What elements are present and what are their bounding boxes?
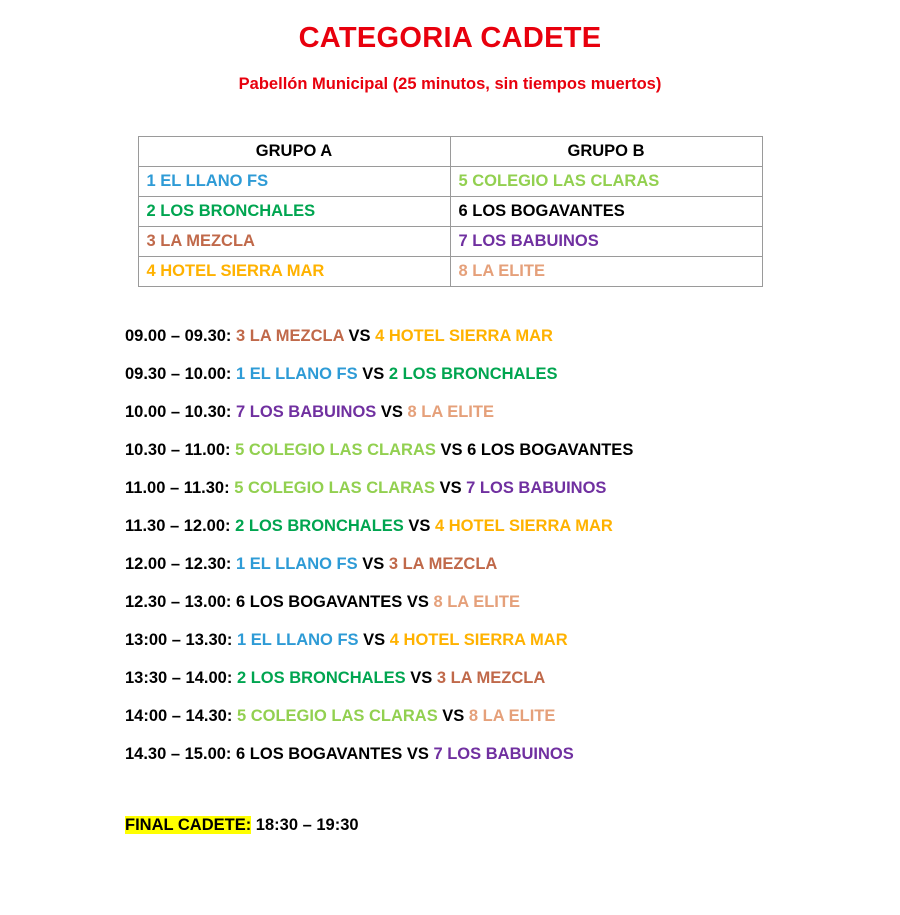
match-away-team: 8 LA ELITE bbox=[407, 403, 494, 421]
groups-table-head bbox=[138, 137, 762, 167]
match-home-team: 1 EL LLANO FS bbox=[236, 631, 359, 649]
final-match-row bbox=[125, 816, 900, 835]
match-vs-label: VS bbox=[406, 593, 429, 611]
match-row bbox=[125, 555, 900, 574]
group-a-team: 2 LOS BRONCHALES bbox=[138, 197, 450, 227]
match-time: 13:30 – 14.00: bbox=[125, 669, 233, 687]
match-row bbox=[125, 441, 900, 460]
match-away-team: 3 LA MEZCLA bbox=[388, 555, 498, 573]
match-home-team: 1 EL LLANO FS bbox=[236, 365, 358, 383]
table-row bbox=[138, 167, 762, 197]
match-row bbox=[125, 365, 900, 384]
match-time: 10.00 – 10.30: bbox=[125, 403, 232, 421]
match-row bbox=[125, 327, 900, 346]
match-home-team: 5 COLEGIO LAS CLARAS bbox=[234, 479, 435, 497]
group-b-team: 6 LOS BOGAVANTES bbox=[450, 197, 762, 227]
match-home-team: 2 LOS BRONCHALES bbox=[236, 669, 406, 687]
match-time: 10.30 – 11.00: bbox=[125, 441, 231, 459]
match-away-team: 3 LA MEZCLA bbox=[436, 669, 546, 687]
match-row bbox=[125, 669, 900, 688]
match-vs-label: VS bbox=[363, 631, 386, 649]
match-home-team: 5 COLEGIO LAS CLARAS bbox=[236, 707, 438, 725]
groups-table-body bbox=[138, 167, 762, 287]
match-time: 09.30 – 10.00: bbox=[125, 365, 232, 383]
match-row bbox=[125, 593, 900, 612]
match-time: 14:00 – 14.30: bbox=[125, 707, 233, 725]
match-home-team: 7 LOS BABUINOS bbox=[236, 403, 377, 421]
group-b-team: 5 COLEGIO LAS CLARAS bbox=[450, 167, 762, 197]
table-row bbox=[138, 227, 762, 257]
match-vs-label: VS bbox=[362, 365, 385, 383]
match-away-team: 7 LOS BABUINOS bbox=[433, 745, 574, 763]
match-vs-label: VS bbox=[442, 707, 465, 725]
group-a-team: 1 EL LLANO FS bbox=[138, 167, 450, 197]
table-row bbox=[138, 257, 762, 287]
final-label: FINAL CADETE: bbox=[125, 816, 252, 834]
final-time-value: 18:30 – 19:30 bbox=[255, 816, 359, 834]
match-away-team: 6 LOS BOGAVANTES bbox=[467, 441, 634, 459]
table-row bbox=[138, 197, 762, 227]
group-a-header: GRUPO A bbox=[138, 137, 450, 167]
groups-header-row bbox=[138, 137, 762, 167]
match-time: 09.00 – 09.30: bbox=[125, 327, 232, 345]
match-home-team: 6 LOS BOGAVANTES bbox=[236, 593, 403, 611]
match-time: 12.00 – 12.30: bbox=[125, 555, 232, 573]
match-time: 11.30 – 12.00: bbox=[125, 517, 231, 535]
match-vs-label: VS bbox=[406, 745, 429, 763]
match-home-team: 6 LOS BOGAVANTES bbox=[236, 745, 403, 763]
match-away-team: 8 LA ELITE bbox=[433, 593, 520, 611]
match-row bbox=[125, 631, 900, 650]
match-vs-label: VS bbox=[348, 327, 371, 345]
match-vs-label: VS bbox=[439, 479, 462, 497]
match-time: 14.30 – 15.00: bbox=[125, 745, 232, 763]
match-away-team: 4 HOTEL SIERRA MAR bbox=[375, 327, 553, 345]
match-vs-label: VS bbox=[440, 441, 463, 459]
group-b-team: 8 LA ELITE bbox=[450, 257, 762, 287]
match-home-team: 1 EL LLANO FS bbox=[236, 555, 358, 573]
match-schedule-list bbox=[125, 327, 900, 764]
match-row bbox=[125, 479, 900, 498]
match-vs-label: VS bbox=[410, 669, 433, 687]
page-subtitle: Pabellón Municipal (25 minutos, sin tiempos muertos) bbox=[238, 75, 662, 93]
match-away-team: 2 LOS BRONCHALES bbox=[388, 365, 558, 383]
match-row bbox=[125, 745, 900, 764]
match-away-team: 4 HOTEL SIERRA MAR bbox=[389, 631, 568, 649]
match-time: 13:00 – 13.30: bbox=[125, 631, 233, 649]
group-a-team: 3 LA MEZCLA bbox=[138, 227, 450, 257]
match-row bbox=[125, 707, 900, 726]
groups-table-container bbox=[0, 136, 900, 287]
match-vs-label: VS bbox=[362, 555, 385, 573]
match-vs-label: VS bbox=[380, 403, 403, 421]
match-home-team: 5 COLEGIO LAS CLARAS bbox=[235, 441, 436, 459]
match-vs-label: VS bbox=[408, 517, 431, 535]
match-home-team: 3 LA MEZCLA bbox=[236, 327, 344, 345]
match-home-team: 2 LOS BRONCHALES bbox=[235, 517, 404, 535]
match-away-team: 4 HOTEL SIERRA MAR bbox=[435, 517, 613, 535]
match-away-team: 7 LOS BABUINOS bbox=[466, 479, 607, 497]
match-time: 12.30 – 13.00: bbox=[125, 593, 232, 611]
groups-table bbox=[138, 136, 763, 287]
group-a-team: 4 HOTEL SIERRA MAR bbox=[138, 257, 450, 287]
group-b-header: GRUPO B bbox=[450, 137, 762, 167]
match-away-team: 8 LA ELITE bbox=[468, 707, 556, 725]
group-b-team: 7 LOS BABUINOS bbox=[450, 227, 762, 257]
document-page bbox=[0, 12, 900, 915]
match-row bbox=[125, 403, 900, 422]
match-time: 11.00 – 11.30: bbox=[125, 479, 230, 497]
match-row bbox=[125, 517, 900, 536]
page-title: CATEGORIA CADETE bbox=[298, 22, 602, 54]
